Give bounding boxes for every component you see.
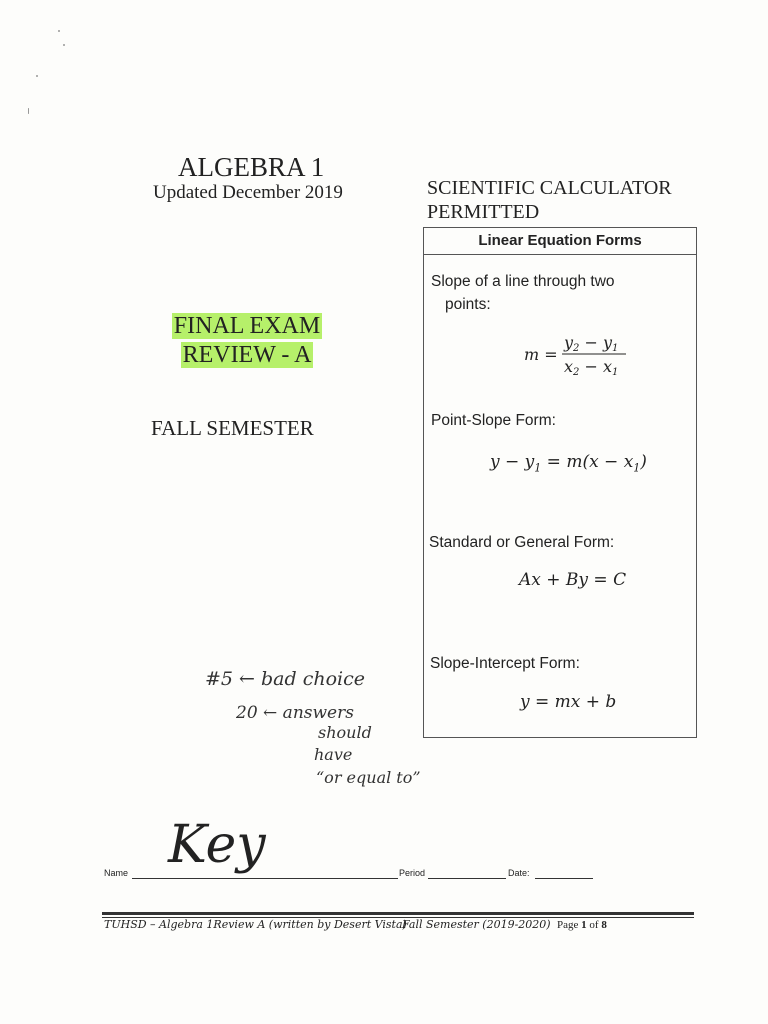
- calculator-note-line2: PERMITTED: [427, 201, 540, 223]
- point-slope-equation: $y - y_1 = m(x - x_1)$: [490, 452, 647, 475]
- calculator-note: [427, 176, 717, 224]
- scan-speck: [58, 30, 60, 32]
- name-label: Name: [104, 868, 129, 878]
- standard-form-equation: Ax + By = C: [519, 570, 627, 590]
- handwritten-note-line3: should: [318, 723, 372, 742]
- svg-text:x2 − x1: x2 − x1: [564, 357, 619, 378]
- handwritten-note-line1: #5 ← bad choice: [205, 668, 365, 690]
- slope-intercept-label: Slope-Intercept Form:: [430, 655, 580, 672]
- handwritten-key: Key: [168, 815, 266, 875]
- date-label: Date:: [508, 868, 530, 878]
- svg-text:m =: m =: [524, 345, 558, 364]
- page-total: 8: [601, 919, 607, 931]
- semester-label: FALL SEMESTER: [151, 416, 314, 440]
- name-field[interactable]: [132, 878, 398, 879]
- slope-label: [431, 270, 681, 316]
- exam-title-line1: FINAL EXAM: [173, 313, 321, 339]
- date-field[interactable]: [535, 878, 593, 879]
- footer-page-number: [557, 919, 607, 931]
- footer-rule-thick: [102, 912, 694, 915]
- exam-title-line2: REVIEW - A: [182, 342, 312, 368]
- scan-speck: [63, 44, 65, 46]
- footer-course: TUHSD – Algebra 1Review A (written by Desert Vista): [104, 918, 407, 931]
- student-info-row: [0, 862, 768, 886]
- slope-intercept-equation: y = mx + b: [520, 692, 617, 712]
- page-prefix: Page: [557, 919, 582, 931]
- scan-speck: [28, 108, 29, 114]
- slope-label-line1: Slope of a line through two: [431, 273, 615, 290]
- slope-formula: [522, 330, 632, 380]
- document-title: ALGEBRA 1: [178, 152, 325, 182]
- linear-forms-heading: Linear Equation Forms: [424, 228, 696, 255]
- period-field[interactable]: [428, 878, 506, 879]
- updated-date: Updated December 2019: [153, 182, 343, 203]
- handwritten-note-line2: 20 ← answers: [236, 703, 354, 723]
- standard-form-label: Standard or General Form:: [429, 534, 615, 551]
- handwritten-note-line5: “or equal to”: [316, 768, 421, 787]
- page-of: of: [586, 919, 602, 931]
- period-label: Period: [399, 868, 426, 878]
- page-current: 1: [581, 919, 587, 931]
- handwritten-note-line4: have: [314, 745, 353, 764]
- scan-speck: [36, 75, 38, 77]
- exam-title: [167, 312, 327, 370]
- calculator-note-line1: SCIENTIFIC CALCULATOR: [427, 177, 672, 199]
- slope-label-line2: points:: [445, 296, 491, 313]
- svg-text:y2 − y1: y2 − y1: [564, 333, 619, 354]
- footer-semester: Fall Semester (2019-2020): [402, 918, 551, 931]
- point-slope-label: Point-Slope Form:: [431, 412, 556, 429]
